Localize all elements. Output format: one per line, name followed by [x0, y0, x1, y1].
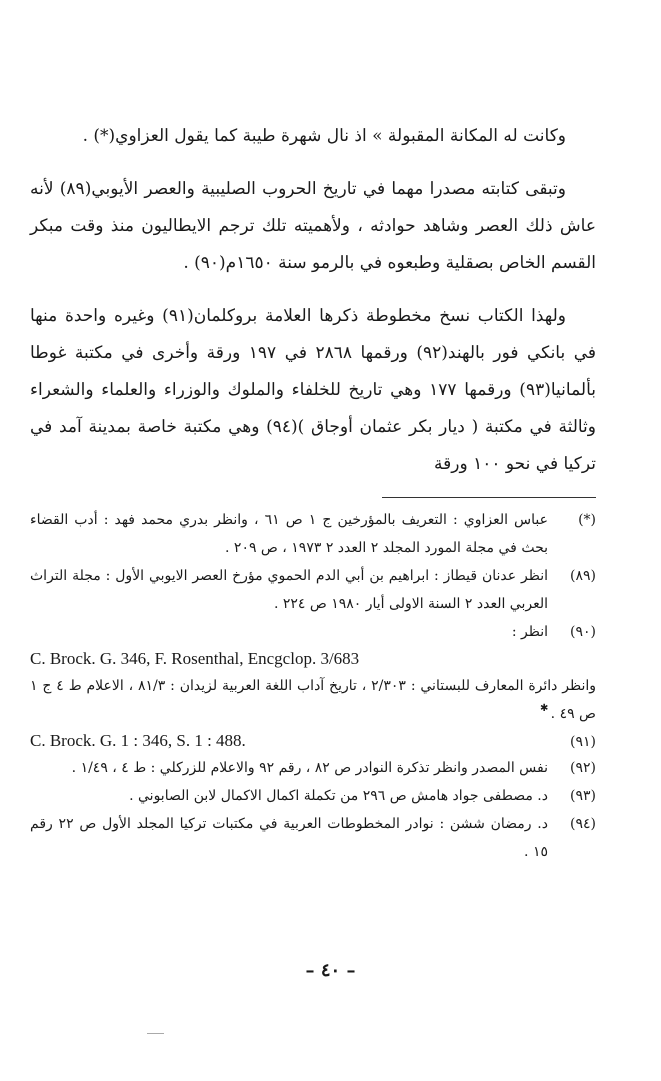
footnote-text: د. مصطفى جواد هامش ص ٢٩٦ من تكملة اكمال الاكمال لابن الصابوني . [129, 788, 548, 804]
page-number: – ٤٠ – [305, 960, 356, 981]
footnote-number: (*) [578, 512, 596, 528]
footnote-90-latin: C. Brock. G. 346, F. Rosenthal, Encgclop. 3/683 [30, 649, 360, 668]
footnote-91 [30, 728, 596, 754]
page-content [30, 118, 596, 866]
paragraph-1: وكانت له المكانة المقبولة » اذ نال شهرة طيبة كما يقول العزاوي(*) . [82, 126, 566, 146]
footnote-number: (٩٣) [570, 788, 596, 804]
footnotes [30, 506, 596, 866]
footnote-number: (٩٠) [570, 624, 596, 640]
footnote-star [30, 506, 596, 562]
footnote-90 [30, 618, 596, 646]
paragraph-3: ولهذا الكتاب نسخ مخطوطة ذكرها العلامة بروكلمان(٩١) وغيره واحدة منها في بانكي فور بالهند(٩٢) ورقمها ٢٨٦٨ في ١٩٧ ورقة وأخرى في مكتبة غوطا بألمانيا(٩٣) ورقمها ١٧٧ وهي تاريخ للخلفاء والملوك والوزراء والعلماء والشعراء وثالثة في مكتبة ( ديار بكر عثمان أوجاق )(٩٤) وهي مكتبة خاصة بمدينة آمد في تركيا في نحو ١٠٠ ورقة [30, 306, 596, 474]
footnote-number: (٨٩) [570, 568, 596, 584]
footnote-90-continued [30, 672, 596, 728]
footnote-number: (٩٤) [570, 816, 596, 832]
footnote-text: انظر عدنان قيطاز : ابراهيم بن أبي الدم الحموي مؤرخ العصر الايوبي الأول : مجلة التراث العربي العدد ٢ السنة الاولى أيار ١٩٨٠ ص ٢٢٤ . [30, 568, 548, 612]
footnote-89 [30, 562, 596, 618]
footnote-text: د. رمضان ششن : نوادر المخطوطات العربية في مكتبات تركيا المجلد الأول ص ٢٢ رقم ١٥ . [30, 816, 548, 860]
footnote-92 [30, 754, 596, 782]
margin-mark: ✱ [540, 703, 549, 714]
footnote-separator [382, 497, 596, 498]
paragraph-2: وتبقى كتابته مصدرا مهما في تاريخ الحروب الصليبية والعصر الأيوبي(٨٩) لأنه عاش ذلك العصر وشاهد حوادثه ، ولأهميته تلك ترجم الايطاليون منذ وقت مبكر القسم الخاص بصقلية وطبعوه في بالرمو سنة ١٦٥٠م(٩٠) . [30, 179, 596, 273]
main-text [30, 118, 596, 483]
footnote-number: (٩١) [570, 734, 596, 750]
footnote-91-latin: C. Brock. G. 1 : 346, S. 1 : 488. [30, 731, 246, 750]
footnote-number: (٩٢) [570, 760, 596, 776]
footnote-93 [30, 782, 596, 810]
footnote-94 [30, 810, 596, 866]
footnote-text: عباس العزاوي : التعريف بالمؤرخين ج ١ ص ٦١ ، وانظر بدري محمد فهد : أدب القضاء بحث في مجلة المورد المجلد ٢ العدد ٢ ١٩٧٣ ، ص ٢٠٩ . [30, 512, 548, 556]
footnote-text: وانظر دائرة المعارف للبستاني : ٢/٣٠٣ ، تاريخ آداب اللغة العربية لزيدان : ٨١/٣ ، الاعلام ط ٤ ج ١ ص ٤٩ . [30, 678, 597, 722]
footnote-text: نفس المصدر وانظر تذكرة النوادر ص ٨٢ ، رقم ٩٢ والاعلام للزركلي : ط ٤ ، ١/٤٩ . [71, 760, 548, 776]
footnote-text: انظر : [511, 624, 548, 640]
scan-mark [147, 1033, 164, 1034]
